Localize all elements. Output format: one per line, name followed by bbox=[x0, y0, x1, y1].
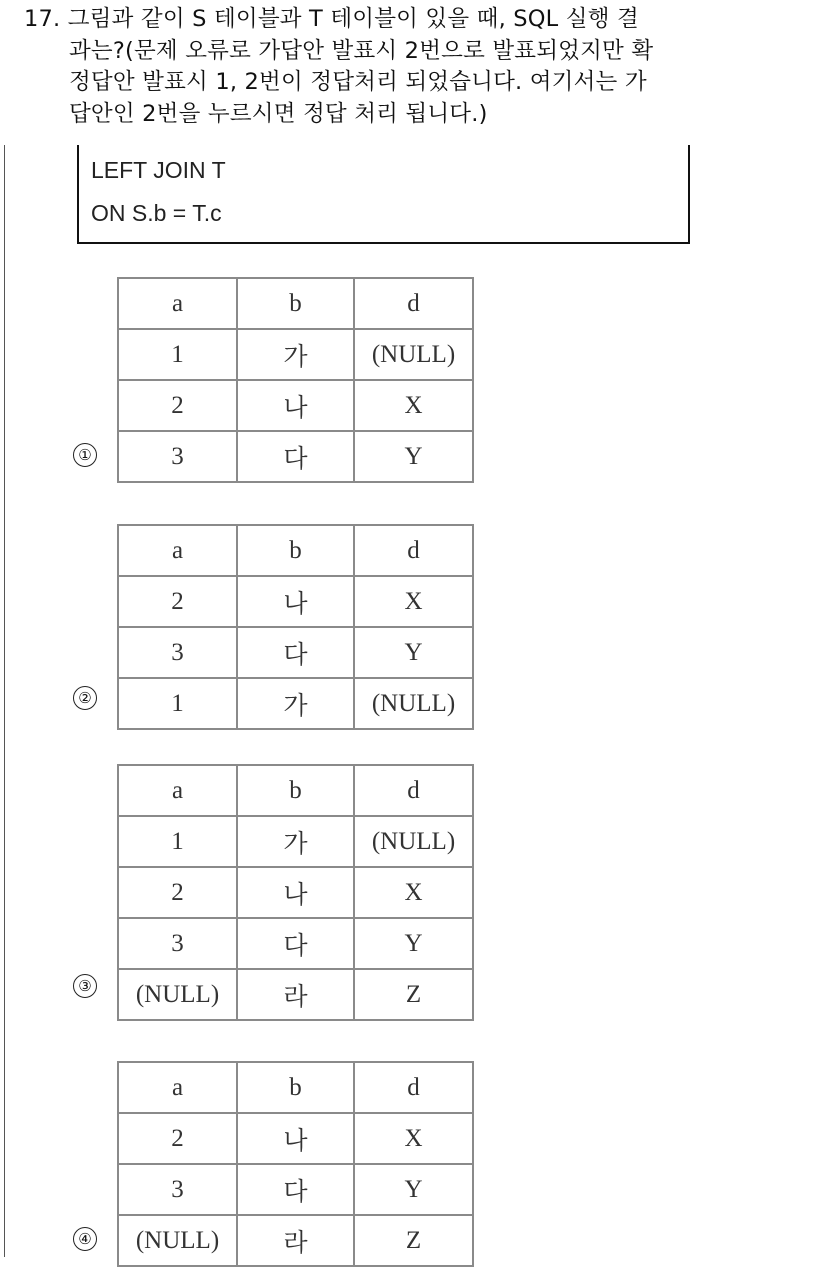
table-cell: (NULL) bbox=[354, 816, 473, 867]
table-cell: (NULL) bbox=[118, 969, 237, 1020]
result-table bbox=[117, 524, 474, 730]
table-row bbox=[118, 576, 473, 627]
table-row bbox=[118, 380, 473, 431]
table-cell: 1 bbox=[118, 329, 237, 380]
table-row bbox=[118, 329, 473, 380]
table-cell: 3 bbox=[118, 431, 237, 482]
question-line: 답안인 2번을 누르시면 정답 처리 됩니다.) bbox=[69, 100, 488, 127]
column-header: d bbox=[354, 278, 473, 329]
table-header-row bbox=[118, 525, 473, 576]
result-table bbox=[117, 764, 474, 1021]
option-marker[interactable]: ③ bbox=[73, 974, 97, 998]
table-cell: Z bbox=[354, 1215, 473, 1266]
table-cell: 다 bbox=[237, 627, 354, 678]
table-cell: 3 bbox=[118, 627, 237, 678]
table-row bbox=[118, 1164, 473, 1215]
table-cell: X bbox=[354, 867, 473, 918]
table-cell: 나 bbox=[237, 1113, 354, 1164]
table-cell: 1 bbox=[118, 678, 237, 729]
table-cell: 3 bbox=[118, 1164, 237, 1215]
table-cell: 다 bbox=[237, 431, 354, 482]
column-header: b bbox=[237, 525, 354, 576]
column-header: a bbox=[118, 1062, 237, 1113]
column-header: b bbox=[237, 1062, 354, 1113]
table-cell: X bbox=[354, 380, 473, 431]
table-header-row bbox=[118, 278, 473, 329]
sql-line: LEFT JOIN T bbox=[91, 157, 226, 183]
table-cell: 가 bbox=[237, 816, 354, 867]
column-header: d bbox=[354, 1062, 473, 1113]
table-cell: 2 bbox=[118, 380, 237, 431]
table-cell: 나 bbox=[237, 380, 354, 431]
table-cell: (NULL) bbox=[354, 329, 473, 380]
table-cell: 2 bbox=[118, 576, 237, 627]
table-row bbox=[118, 816, 473, 867]
table-header-row bbox=[118, 1062, 473, 1113]
question-text bbox=[24, 4, 814, 130]
table-row bbox=[118, 1215, 473, 1266]
page-margin-rule bbox=[4, 145, 5, 1257]
table-row bbox=[118, 867, 473, 918]
table-cell: 가 bbox=[237, 678, 354, 729]
question-line: 과는?(문제 오류로 가답안 발표시 2번으로 발표되었지만 확 bbox=[69, 37, 654, 64]
table-cell: (NULL) bbox=[354, 678, 473, 729]
table-cell: Y bbox=[354, 431, 473, 482]
column-header: a bbox=[118, 765, 237, 816]
table-cell: 가 bbox=[237, 329, 354, 380]
table-row bbox=[118, 918, 473, 969]
table-cell: 3 bbox=[118, 918, 237, 969]
table-header-row bbox=[118, 765, 473, 816]
table-cell: 2 bbox=[118, 867, 237, 918]
result-table bbox=[117, 277, 474, 483]
question-line: 정답안 발표시 1, 2번이 정답처리 되었습니다. 여기서는 가 bbox=[69, 69, 647, 95]
table-cell: 다 bbox=[237, 918, 354, 969]
option-marker[interactable]: ① bbox=[73, 443, 97, 467]
table-row bbox=[118, 431, 473, 482]
column-header: b bbox=[237, 765, 354, 816]
column-header: a bbox=[118, 278, 237, 329]
table-row bbox=[118, 627, 473, 678]
table-cell: Y bbox=[354, 1164, 473, 1215]
table-cell: Y bbox=[354, 627, 473, 678]
question-line: 17. 그림과 같이 S 테이블과 T 테이블이 있을 때, SQL 실행 결 bbox=[24, 6, 639, 32]
table-cell: Z bbox=[354, 969, 473, 1020]
column-header: b bbox=[237, 278, 354, 329]
table-cell: X bbox=[354, 1113, 473, 1164]
sql-line: ON S.b = T.c bbox=[91, 200, 222, 226]
table-row bbox=[118, 1113, 473, 1164]
table-cell: 2 bbox=[118, 1113, 237, 1164]
option-marker[interactable]: ② bbox=[73, 686, 97, 710]
table-cell: 나 bbox=[237, 576, 354, 627]
table-cell: 1 bbox=[118, 816, 237, 867]
table-cell: 나 bbox=[237, 867, 354, 918]
table-cell: 라 bbox=[237, 1215, 354, 1266]
column-header: a bbox=[118, 525, 237, 576]
table-row bbox=[118, 969, 473, 1020]
sql-code-box bbox=[77, 145, 690, 244]
table-row bbox=[118, 678, 473, 729]
table-cell: Y bbox=[354, 918, 473, 969]
option-marker[interactable]: ④ bbox=[73, 1227, 97, 1251]
table-cell: 라 bbox=[237, 969, 354, 1020]
table-cell: X bbox=[354, 576, 473, 627]
result-table bbox=[117, 1061, 474, 1267]
table-cell: (NULL) bbox=[118, 1215, 237, 1266]
table-cell: 다 bbox=[237, 1164, 354, 1215]
column-header: d bbox=[354, 525, 473, 576]
column-header: d bbox=[354, 765, 473, 816]
